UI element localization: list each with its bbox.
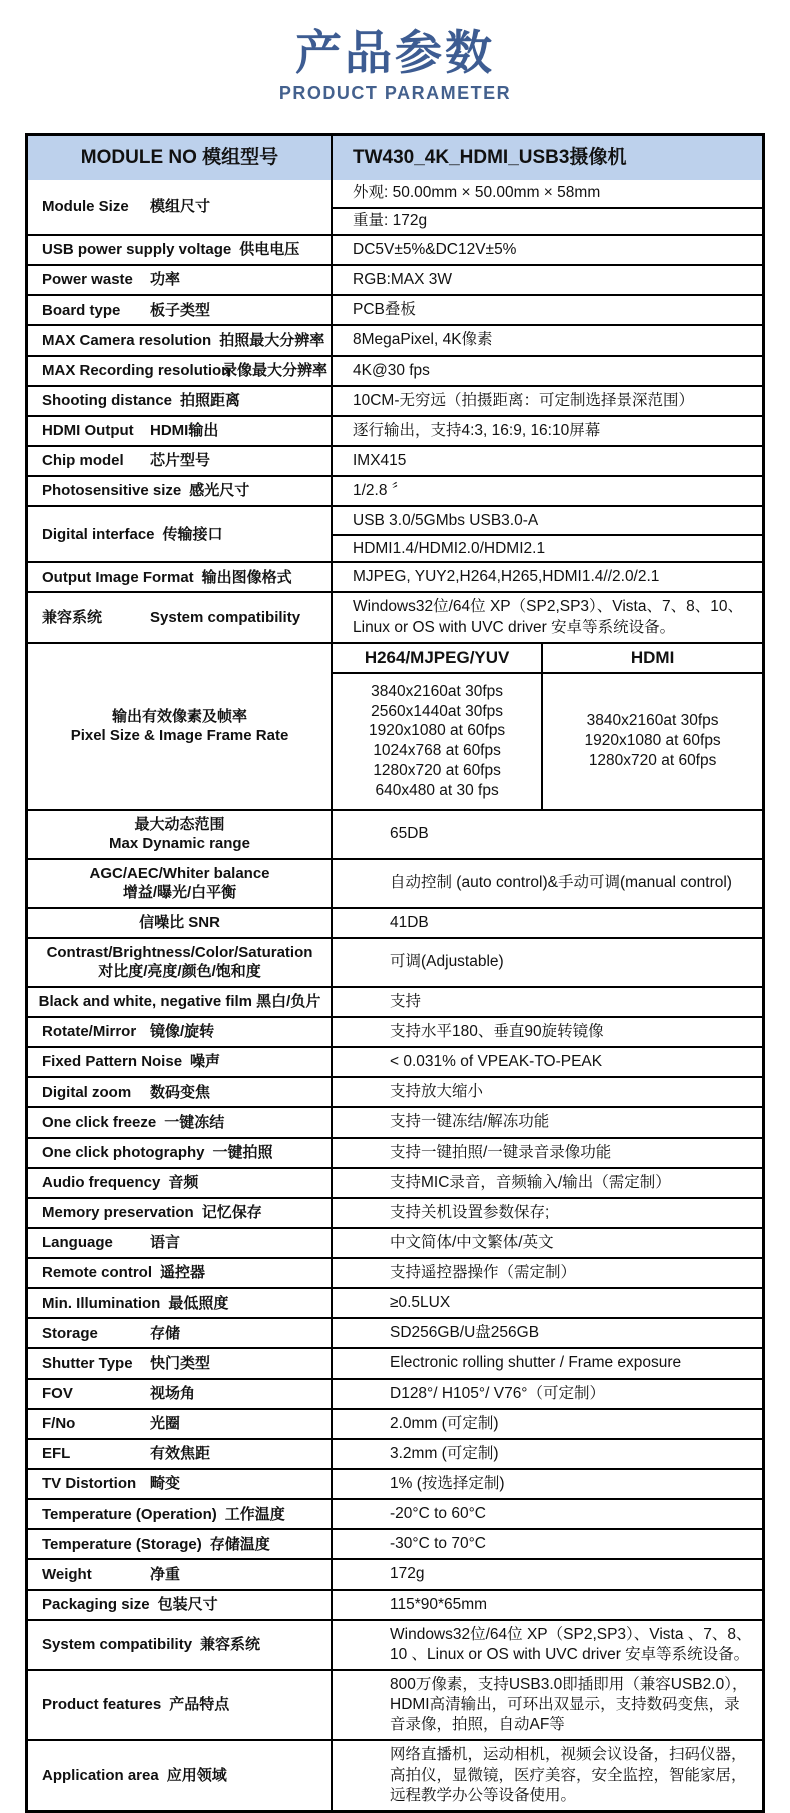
row-label-line: 增益/曝光/白平衡 xyxy=(122,884,237,902)
row-label-zh: 拍照最大分辨率 xyxy=(219,331,325,349)
row-label-en: Packaging size xyxy=(42,1595,150,1613)
row-label-zh: 视场角 xyxy=(150,1384,196,1402)
row-label-zh: 音频 xyxy=(168,1173,199,1191)
row-value xyxy=(333,1591,762,1619)
row-label-zh: 应用领域 xyxy=(166,1766,227,1784)
resolution-line: 1024x768 at 60fps xyxy=(373,742,501,760)
row-label-zh: 芯片型号 xyxy=(150,452,211,470)
spec-row xyxy=(28,642,762,809)
row-label-en: Shooting distance xyxy=(42,392,173,410)
row-value xyxy=(333,1440,762,1468)
spec-row xyxy=(28,1287,762,1317)
spec-row xyxy=(28,234,762,264)
spec-row xyxy=(28,505,762,561)
row-value xyxy=(333,1530,762,1558)
spec-row xyxy=(28,1408,762,1438)
row-label-zh: 功率 xyxy=(150,271,181,289)
row-value-text: 支持一键拍照/一键录音录像功能 xyxy=(390,1143,612,1161)
row-value xyxy=(333,593,762,641)
table-header-row xyxy=(28,136,762,180)
row-label xyxy=(28,1410,333,1438)
row-label xyxy=(28,1621,333,1669)
row-label-en: Product features xyxy=(42,1696,162,1714)
row-label-en: Remote control xyxy=(42,1264,153,1282)
row-label-zh: 遥控器 xyxy=(160,1264,206,1282)
row-subvalue: USB 3.0/5GMbs USB3.0-A xyxy=(353,511,539,529)
row-label-zh: 板子类型 xyxy=(150,301,211,319)
row-value-text: 网络直播机，运动相机，视频会议设备，扫码仪器，高拍仪，显微镜，医疗美容，安全监控，智能家居，远程教学办公等设备使用。 xyxy=(390,1746,747,1804)
spec-row xyxy=(28,1589,762,1619)
row-value xyxy=(333,1229,762,1257)
row-value-text: 支持遥控器操作（需定制） xyxy=(390,1264,577,1282)
row-label-en: Shutter Type xyxy=(42,1354,133,1372)
row-subvalue: HDMI1.4/HDMI2.0/HDMI2.1 xyxy=(333,534,762,561)
row-value xyxy=(333,1380,762,1408)
row-value xyxy=(333,909,762,937)
row-label-line: 最大动态范围 xyxy=(134,815,225,833)
row-value-text: D128°/ H105°/ V76°（可定制） xyxy=(390,1384,606,1402)
row-value-text: 支持关机设置参数保存; xyxy=(390,1203,550,1221)
row-label-en: MAX Recording resolution xyxy=(42,361,231,379)
row-label-en: TV Distortion xyxy=(42,1475,137,1493)
row-label-line: 输出有效像素及帧率 xyxy=(111,707,247,725)
spec-row xyxy=(28,858,762,907)
subtable-column xyxy=(543,674,762,809)
row-value-text: 支持放大缩小 xyxy=(390,1083,484,1101)
row-label-zh: 一键冻结 xyxy=(164,1113,225,1131)
row-label-zh: 工作温度 xyxy=(224,1505,285,1523)
row-label xyxy=(28,1289,333,1317)
row-value xyxy=(333,1621,762,1669)
row-label-zh: 数码变焦 xyxy=(150,1083,211,1101)
row-label xyxy=(28,1530,333,1558)
spec-row xyxy=(28,415,762,445)
spec-row xyxy=(28,1046,762,1076)
row-label-zh: 镜像/旋转 xyxy=(150,1023,215,1041)
spec-row xyxy=(28,1528,762,1558)
row-value-text: RGB:MAX 3W xyxy=(353,271,453,289)
row-subvalue: 重量: 172g xyxy=(333,207,762,234)
row-label-en: Temperature (Operation) xyxy=(42,1505,217,1523)
row-value xyxy=(333,860,762,907)
row-label xyxy=(28,909,333,937)
row-value xyxy=(333,1078,762,1106)
row-value-text: ≥0.5LUX xyxy=(390,1294,451,1312)
row-label xyxy=(28,1259,333,1287)
row-label-en: EFL xyxy=(42,1445,71,1463)
row-label-zh: System compatibility xyxy=(150,608,301,626)
row-value-text: Electronic rolling shutter / Frame exposure xyxy=(390,1354,682,1372)
row-label-zh: 最低照度 xyxy=(168,1294,229,1312)
spec-row xyxy=(28,907,762,937)
row-subvalue: 外观: 50.00mm × 50.00mm × 58mm xyxy=(353,184,601,202)
row-value xyxy=(333,326,762,354)
row-label-zh: HDMI输出 xyxy=(150,422,219,440)
row-label-line: 对比度/亮度/颜色/饱和度 xyxy=(98,963,261,981)
resolution-line: 1280x720 at 60fps xyxy=(588,752,717,770)
row-label-en: Fixed Pattern Noise xyxy=(42,1053,183,1071)
row-value xyxy=(333,1671,762,1739)
row-label xyxy=(28,447,333,475)
subtable-column xyxy=(333,674,543,809)
resolution-line: 1920x1080 at 60fps xyxy=(369,722,506,740)
row-label-zh: 噪声 xyxy=(190,1053,221,1071)
row-label xyxy=(28,387,333,415)
resolution-line: 640x480 at 30 fps xyxy=(375,781,499,799)
row-value xyxy=(333,1259,762,1287)
row-value-text: SD256GB/U盘256GB xyxy=(390,1324,540,1342)
row-value-text: 可调(Adjustable) xyxy=(390,953,504,971)
row-value-text: 中文简体/中文繁体/英文 xyxy=(390,1233,554,1251)
row-label xyxy=(28,1470,333,1498)
row-label xyxy=(28,1199,333,1227)
row-value-text: 10CM-无穷远（拍摄距离：可定制选择景深范围） xyxy=(353,391,695,409)
spec-row xyxy=(28,1669,762,1739)
row-label-en: Digital zoom xyxy=(42,1083,132,1101)
row-label xyxy=(28,1139,333,1167)
row-label xyxy=(28,477,333,505)
spec-row xyxy=(28,1016,762,1046)
spec-row xyxy=(28,1438,762,1468)
page-subtitle: PRODUCT PARAMETER xyxy=(278,83,512,104)
resolution-line: 3840x2160at 30fps xyxy=(586,712,719,730)
row-label xyxy=(28,266,333,294)
row-value-text: 1/2.8 〞 xyxy=(353,482,408,500)
row-label-zh: 语言 xyxy=(150,1234,181,1252)
row-value-text: PCB叠板 xyxy=(353,301,416,319)
row-label-en: One click freeze xyxy=(42,1113,157,1131)
row-label xyxy=(28,180,333,234)
spec-row xyxy=(28,1076,762,1106)
spec-row xyxy=(28,809,762,858)
row-label-en: USB power supply voltage xyxy=(42,241,232,259)
table-header-label: MODULE NO 模组型号 xyxy=(28,136,333,180)
row-label-en: Photosensitive size xyxy=(42,482,182,500)
row-value xyxy=(333,939,762,986)
spec-row xyxy=(28,1227,762,1257)
row-label-en: Rotate/Mirror xyxy=(42,1023,137,1041)
subtable-column-header: H264/MJPEG/YUV xyxy=(333,644,543,672)
row-label-zh: 拍照距离 xyxy=(180,392,241,410)
row-value-text: 4K@30 fps xyxy=(353,361,430,379)
row-value-text: -30°C to 70°C xyxy=(390,1535,486,1553)
row-value-text: MJPEG, YUY2,H264,H265,HDMI1.4//2.0/2.1 xyxy=(353,568,660,586)
spec-row xyxy=(28,1619,762,1669)
spec-row xyxy=(28,1106,762,1136)
spec-row xyxy=(28,475,762,505)
row-label xyxy=(28,296,333,324)
row-value xyxy=(333,417,762,445)
row-label-en: Board type xyxy=(42,301,121,319)
spec-row xyxy=(28,1498,762,1528)
row-label xyxy=(28,1229,333,1257)
row-value xyxy=(333,1560,762,1588)
row-label xyxy=(28,644,333,809)
frame-rate-subtable-header xyxy=(333,644,762,674)
row-label-en: Power waste xyxy=(42,271,133,289)
row-value-text: IMX415 xyxy=(353,451,407,469)
row-value xyxy=(333,387,762,415)
row-value-text: 8MegaPixel, 4K像素 xyxy=(353,331,493,349)
spec-row xyxy=(28,1347,762,1377)
frame-rate-subtable xyxy=(333,644,762,809)
row-value-text: Windows32位/64位 XP（SP2,SP3）、Vista、7、8、10、Linux or OS with UVC driver 安卓等系统设备。 xyxy=(353,598,743,636)
row-label xyxy=(28,1500,333,1528)
row-label xyxy=(28,507,333,561)
row-value xyxy=(333,1199,762,1227)
row-value xyxy=(333,811,762,858)
row-label-zh: 产品特点 xyxy=(169,1696,230,1714)
row-label-zh: 存储 xyxy=(150,1324,181,1342)
row-value-group xyxy=(333,507,762,561)
spec-row xyxy=(28,1739,762,1809)
row-value-text: 41DB xyxy=(390,913,429,931)
row-label-en: FOV xyxy=(42,1384,73,1402)
spec-row xyxy=(28,1468,762,1498)
row-label xyxy=(28,1591,333,1619)
row-value-text: < 0.031% of VPEAK-TO-PEAK xyxy=(390,1053,603,1071)
row-label-en: MAX Camera resolution xyxy=(42,331,212,349)
row-label-en: 兼容系统 xyxy=(42,608,103,626)
row-value-text: 支持MIC录音，音频输入/输出（需定制） xyxy=(390,1173,671,1191)
spec-row xyxy=(28,1257,762,1287)
row-label xyxy=(28,1440,333,1468)
spec-table xyxy=(25,133,765,1813)
row-label-en: Audio frequency xyxy=(42,1173,161,1191)
row-value xyxy=(333,1108,762,1136)
row-label-en: Weight xyxy=(42,1565,92,1583)
row-value xyxy=(333,477,762,505)
row-label-en: Chip model xyxy=(42,452,124,470)
row-label xyxy=(28,1319,333,1347)
row-value-text: 172g xyxy=(390,1565,425,1583)
row-label-line: Max Dynamic range xyxy=(109,835,250,853)
row-label-en: Storage xyxy=(42,1324,98,1342)
row-label-en: Min. Illumination xyxy=(42,1294,161,1312)
row-label xyxy=(28,1560,333,1588)
row-label-en: Application area xyxy=(42,1766,159,1784)
row-label-zh: 录像最大分辨率 xyxy=(221,361,327,379)
row-value xyxy=(333,1289,762,1317)
row-label-en: Module Size xyxy=(42,198,129,216)
row-label-zh: 快门类型 xyxy=(150,1354,211,1372)
row-value-text: 支持一键冻结/解冻功能 xyxy=(390,1113,550,1131)
row-value-text: 65DB xyxy=(390,825,429,843)
row-label-zh: 记忆保存 xyxy=(201,1204,262,1222)
page-header xyxy=(0,0,790,104)
spec-row xyxy=(28,294,762,324)
row-label xyxy=(28,1078,333,1106)
row-label xyxy=(28,417,333,445)
resolution-line: 2560x1440at 30fps xyxy=(371,702,504,720)
row-value xyxy=(333,236,762,264)
row-value xyxy=(333,447,762,475)
row-label xyxy=(28,1741,333,1809)
row-value-text: 逐行输出，支持4:3, 16:9, 16:10屏幕 xyxy=(353,421,601,439)
row-value-text: 支持水平180、垂直90旋转镜像 xyxy=(390,1022,604,1040)
row-label xyxy=(28,1671,333,1739)
row-value xyxy=(333,988,762,1016)
row-label-zh: 有效焦距 xyxy=(150,1445,211,1463)
row-label xyxy=(28,860,333,907)
row-value-text: -20°C to 60°C xyxy=(390,1505,486,1523)
row-label-zh: 畸变 xyxy=(150,1475,181,1493)
row-value xyxy=(333,1410,762,1438)
resolution-line: 1280x720 at 60fps xyxy=(373,762,501,779)
row-label-zh: 包装尺寸 xyxy=(157,1595,218,1613)
row-value xyxy=(333,563,762,591)
row-label xyxy=(28,1018,333,1046)
row-label-en: HDMI Output xyxy=(42,422,134,440)
row-label xyxy=(28,593,333,641)
row-value-text: Windows32位/64位 XP（SP2,SP3）、Vista 、7、8、10 、Linux or OS with UVC driver 安卓等系统设备。 xyxy=(390,1625,752,1663)
row-label-zh: 输出图像格式 xyxy=(201,568,292,586)
row-value xyxy=(333,357,762,385)
row-value-text: 自动控制 (auto control)&手动可调(manual control) xyxy=(390,874,732,892)
row-value xyxy=(333,1319,762,1347)
page-title: 产品参数 xyxy=(295,26,495,79)
row-label-en: System compatibility xyxy=(42,1636,193,1654)
row-label-line: Contrast/Brightness/Color/Saturation xyxy=(46,943,313,961)
row-value xyxy=(333,1741,762,1809)
spec-row xyxy=(28,385,762,415)
row-label-line: Black and white, negative film 黑白/负片 xyxy=(38,993,321,1011)
spec-row xyxy=(28,591,762,641)
spec-row xyxy=(28,1137,762,1167)
row-label-en: F/No xyxy=(42,1415,76,1433)
row-label xyxy=(28,811,333,858)
row-label-en: Output Image Format xyxy=(42,568,194,586)
row-value-text: 2.0mm (可定制) xyxy=(390,1414,499,1432)
row-label-en: Temperature (Storage) xyxy=(42,1535,202,1553)
row-value-text: 1% (按选择定制) xyxy=(390,1475,505,1493)
row-value xyxy=(333,1139,762,1167)
row-label-zh: 存储温度 xyxy=(209,1535,270,1553)
row-label xyxy=(28,988,333,1016)
row-label-line: Pixel Size & Image Frame Rate xyxy=(70,727,289,745)
row-value-text: DC5V±5%&DC12V±5% xyxy=(353,241,517,258)
row-label-zh: 兼容系统 xyxy=(200,1636,261,1654)
row-label-zh: 模组尺寸 xyxy=(150,198,211,216)
spec-row xyxy=(28,1167,762,1197)
row-value-text: 3.2mm (可定制) xyxy=(390,1444,499,1462)
spec-row xyxy=(28,986,762,1016)
row-value-group xyxy=(333,180,762,234)
row-label-en: Memory preservation xyxy=(42,1204,194,1222)
row-label-zh: 净重 xyxy=(150,1565,181,1583)
row-label xyxy=(28,939,333,986)
row-value xyxy=(333,296,762,324)
table-header-value: TW430_4K_HDMI_USB3摄像机 xyxy=(353,146,627,168)
row-value-text: 800万像素，支持USB3.0即插即用（兼容USB2.0），HDMI高清输出，可环出双显示，支持数码变焦，录音录像，拍照，自动AF等 xyxy=(390,1676,748,1734)
row-value-text: 支持 xyxy=(390,992,422,1010)
row-value xyxy=(333,266,762,294)
row-value-text: 115*90*65mm xyxy=(390,1595,488,1613)
row-label-zh: 光圈 xyxy=(150,1415,181,1433)
spec-row xyxy=(28,937,762,986)
row-label xyxy=(28,357,333,385)
spec-row xyxy=(28,1197,762,1227)
row-label-en: Language xyxy=(42,1234,113,1252)
row-value xyxy=(333,1349,762,1377)
row-value xyxy=(333,1018,762,1046)
row-label-zh: 传输接口 xyxy=(162,525,223,543)
row-value xyxy=(333,1470,762,1498)
spec-row xyxy=(28,180,762,234)
resolution-line: 3840x2160at 30fps xyxy=(371,682,504,700)
row-label xyxy=(28,1108,333,1136)
spec-row xyxy=(28,445,762,475)
spec-row xyxy=(28,561,762,591)
spec-row xyxy=(28,355,762,385)
row-label xyxy=(28,563,333,591)
subtable-column-header: HDMI xyxy=(630,647,675,667)
row-label xyxy=(28,326,333,354)
spec-row xyxy=(28,1317,762,1347)
row-label-zh: 供电电压 xyxy=(239,241,300,259)
row-label-line: AGC/AEC/Whiter balance xyxy=(89,864,270,882)
row-value xyxy=(333,1169,762,1197)
spec-row xyxy=(28,324,762,354)
row-label-zh: 感光尺寸 xyxy=(189,482,250,500)
frame-rate-subtable-body xyxy=(333,674,762,809)
row-label-en: Digital interface xyxy=(42,525,155,543)
row-label-zh: 一键拍照 xyxy=(212,1143,273,1161)
row-value xyxy=(333,1500,762,1528)
row-label-en: One click photography xyxy=(42,1143,205,1161)
spec-row xyxy=(28,1558,762,1588)
row-label xyxy=(28,1380,333,1408)
row-label xyxy=(28,1169,333,1197)
row-value xyxy=(333,1048,762,1076)
spec-row xyxy=(28,264,762,294)
row-label xyxy=(28,1048,333,1076)
row-label xyxy=(28,1349,333,1377)
spec-row xyxy=(28,1378,762,1408)
row-label xyxy=(28,236,333,264)
resolution-line: 1920x1080 at 60fps xyxy=(584,732,721,750)
row-label-line: 信噪比 SNR xyxy=(139,913,220,931)
